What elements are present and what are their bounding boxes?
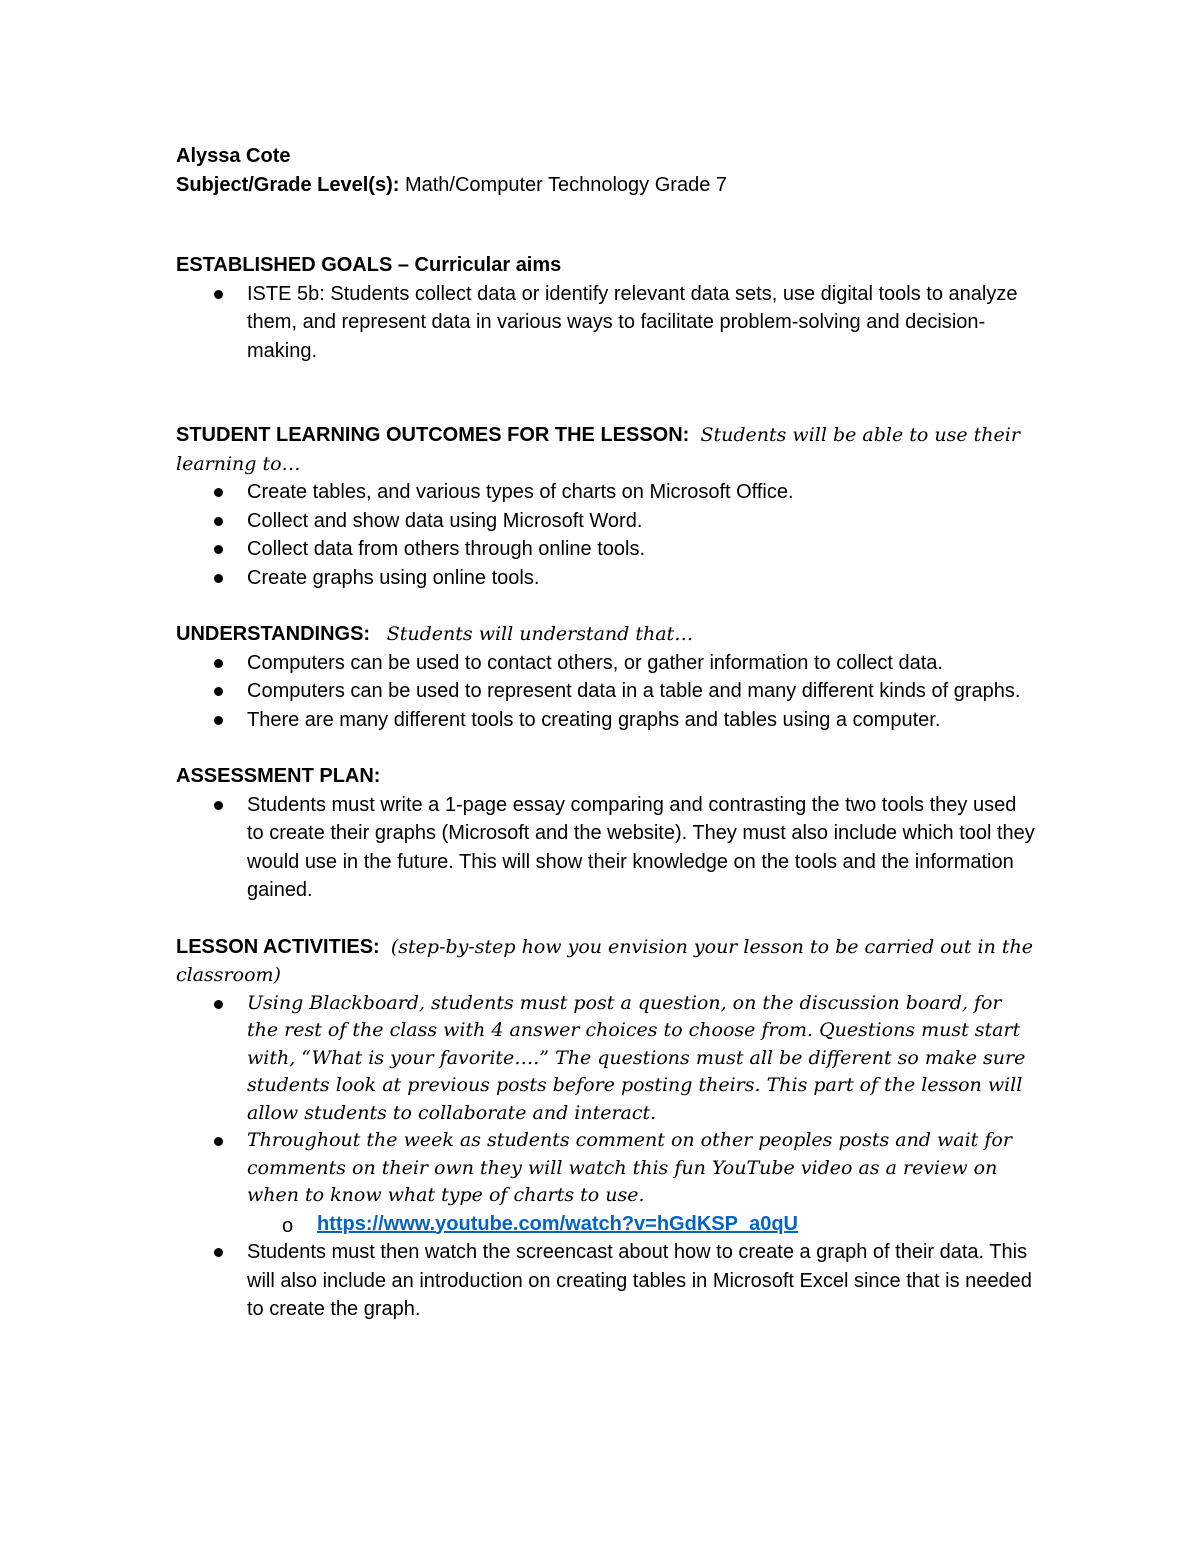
bullet-icon bbox=[214, 716, 223, 725]
activities-heading-line bbox=[176, 933, 1036, 990]
list-item: Using Blackboard, students must post a question, on the discussion board, for the rest of the class with 4 answer choices to choose from. Questions must start with, “What is your favorite….” The questions must all be different so make sure students look at previous posts before posting theirs. This part of the lesson will allow students to collaborate and interact. bbox=[176, 990, 1036, 1128]
bullet-icon bbox=[214, 290, 223, 299]
bullet-icon bbox=[214, 801, 223, 810]
outcomes-heading-line bbox=[176, 421, 1036, 478]
bullet-icon bbox=[214, 517, 223, 526]
list-item: Computers can be used to represent data in a table and many different kinds of graphs. bbox=[176, 677, 1036, 706]
bullet-icon bbox=[214, 1248, 223, 1257]
activities-section bbox=[176, 933, 1036, 1324]
understandings-section bbox=[176, 620, 1036, 734]
understandings-heading-line bbox=[176, 620, 1036, 649]
activities-sublist bbox=[176, 1210, 1036, 1239]
outcomes-list bbox=[176, 478, 1036, 592]
goals-section bbox=[176, 251, 1036, 365]
bullet-icon bbox=[214, 687, 223, 696]
outcomes-heading: STUDENT LEARNING OUTCOMES FOR THE LESSON: bbox=[176, 424, 690, 446]
list-item: Throughout the week as students comment on other peoples posts and wait for comments on their own they will watch this fun YouTube video as a review on when to know what type of charts to use. bbox=[176, 1127, 1036, 1210]
bullet-icon bbox=[214, 574, 223, 583]
assessment-list bbox=[176, 791, 1036, 905]
subject-value: Math/Computer Technology Grade 7 bbox=[404, 173, 727, 196]
outcomes-lead: Students will be able to use their learning to… bbox=[176, 424, 1020, 475]
bullet-icon bbox=[214, 545, 223, 554]
circle-bullet-icon: o bbox=[282, 1214, 294, 1237]
list-item: Students must write a 1-page essay comparing and contrasting the two tools they used to create their graphs (Microsoft and the website). They must also include which tool they would use in the future. This will show their knowledge on the tools and the information gained. bbox=[176, 791, 1036, 905]
assessment-heading: ASSESSMENT PLAN: bbox=[176, 765, 381, 787]
understandings-heading: UNDERSTANDINGS: bbox=[176, 623, 371, 645]
bullet-icon bbox=[214, 659, 223, 668]
list-item: There are many different tools to creating graphs and tables using a computer. bbox=[176, 706, 1036, 735]
list-item: Create tables, and various types of charts on Microsoft Office. bbox=[176, 478, 1036, 507]
lesson-plan-body bbox=[176, 142, 1036, 1324]
subject-line bbox=[176, 171, 1036, 200]
assessment-section bbox=[176, 762, 1036, 905]
list-item: ISTE 5b: Students collect data or identify relevant data sets, use digital tools to analyze them, and represent data in various ways to facilitate problem-solving and decision-making. bbox=[176, 280, 1036, 366]
list-item: Collect and show data using Microsoft Word. bbox=[176, 507, 1036, 536]
list-item: Create graphs using online tools. bbox=[176, 564, 1036, 593]
bullet-icon bbox=[214, 1000, 223, 1009]
activities-list bbox=[176, 990, 1036, 1210]
bullet-icon bbox=[214, 488, 223, 497]
list-item: Students must then watch the screencast about how to create a graph of their data. This will also include an introduction on creating tables in Microsoft Excel since that is needed to create the graph. bbox=[176, 1238, 1036, 1324]
goals-heading: ESTABLISHED GOALS – Curricular aims bbox=[176, 254, 562, 276]
list-item: Collect data from others through online tools. bbox=[176, 535, 1036, 564]
list-item: Computers can be used to contact others, or gather information to collect data. bbox=[176, 649, 1036, 678]
goals-list bbox=[176, 280, 1036, 366]
list-item bbox=[176, 1210, 1036, 1239]
understandings-list bbox=[176, 649, 1036, 735]
author-name: Alyssa Cote bbox=[176, 145, 291, 167]
subject-label: Subject/Grade Level(s): bbox=[176, 173, 400, 196]
activities-heading: LESSON ACTIVITIES: bbox=[176, 935, 380, 958]
understandings-lead: Students will understand that… bbox=[386, 623, 694, 645]
bullet-icon bbox=[214, 1137, 223, 1146]
activities-list-continued bbox=[176, 1238, 1036, 1324]
activities-lead: (step-by-step how you envision your lesson to be carried out in the classroom) bbox=[176, 935, 1033, 986]
youtube-video-link[interactable]: https://www.youtube.com/watch?v=hGdKSP_a0qU bbox=[317, 1212, 798, 1235]
outcomes-section bbox=[176, 421, 1036, 592]
